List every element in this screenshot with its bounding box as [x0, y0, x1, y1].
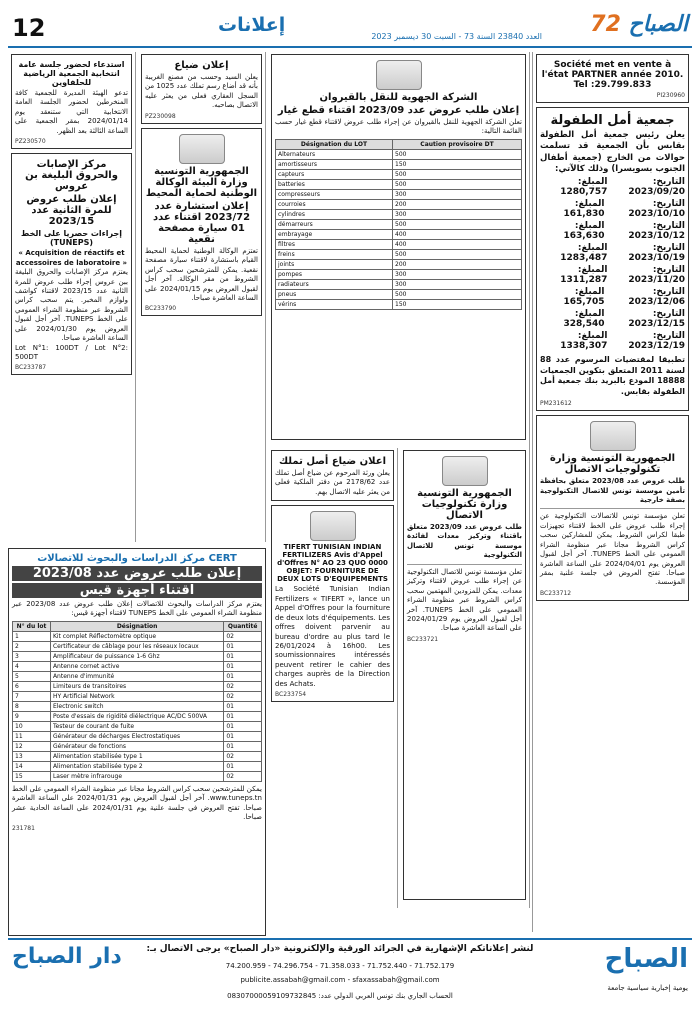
transfer-amount: المبلغ: 1338,307	[560, 330, 608, 351]
parts-table	[275, 139, 522, 310]
table-cell: Electronic switch	[50, 701, 223, 711]
table-row	[276, 219, 522, 229]
table-row	[13, 751, 262, 761]
table-cell: 500	[393, 219, 522, 229]
table-cell: 02	[224, 691, 262, 701]
transfer-row	[540, 220, 685, 242]
transfer-date: التاريخ: 2023/10/19	[628, 242, 685, 263]
table-row	[276, 299, 522, 309]
table-cell: Certificateur de câblage pour les réseaux locaux	[50, 641, 223, 651]
table-header-cell: Quantité	[224, 621, 262, 631]
transfer-date: التاريخ: 2023/12/06	[628, 286, 685, 307]
newspaper-logo	[590, 12, 688, 37]
table-cell: 9	[13, 711, 51, 721]
tender-subtitle: إجراءات حصريا على الخط (TUNEPS)	[21, 229, 122, 248]
table-row	[13, 651, 262, 661]
table-cell: Laser mètre infrarouge	[50, 771, 223, 781]
table-cell: 01	[224, 741, 262, 751]
table-header-cell: Désignation du LOT	[276, 139, 393, 149]
table-cell: radiateurs	[276, 279, 393, 289]
table-row	[13, 731, 262, 741]
transfer-row	[540, 176, 685, 198]
ref-code: PI230960	[656, 92, 685, 99]
table-cell: 02	[224, 751, 262, 761]
table-cell: cylindres	[276, 209, 393, 219]
table-cell: 2	[13, 641, 51, 651]
table-cell: 02	[224, 681, 262, 691]
page-number: 12	[12, 14, 46, 42]
transfer-row	[540, 286, 685, 308]
table-cell: Limiteurs de transitoires	[50, 681, 223, 691]
column-2	[268, 52, 530, 492]
transfer-amount: المبلغ: 161,830	[563, 198, 605, 219]
cert-title: إعلان طلب عروض عدد 2023/08	[12, 566, 262, 581]
assembly-notice	[11, 54, 132, 149]
tender-intro: تعلن الشركة الجهوية للنقل بالقيروان عن إجراء طلب عروض لاقتناء قطع غيار حسب القائمة التالية:	[275, 118, 522, 136]
table-cell: Antenne cornet active	[50, 661, 223, 671]
section-title: إعلانات	[218, 14, 286, 36]
footer-logo-2: دار الصباح	[12, 944, 122, 969]
table-row	[276, 289, 522, 299]
tender-body: تعلن مؤسسة تونس للاتصالات التكنولوجية عن إجراء طلب عروض على الخط لاقتناء تجهيزات طبقا لكراس الشروط. يمكن للمشاركين سحب كراس الشروط مجانا عبر منظومة الشراء العمومي على الخط TUNEPS. آخر أجل لقبول العروض يوم 2024/04/01 على الساعة العاشرة صباحا. تفتح العروض في جلسة علنية بمقر المؤسسة.	[540, 512, 686, 587]
transfer-amount: المبلغ: 1283,487	[560, 242, 608, 263]
agency-logo	[179, 134, 225, 164]
table-cell: 12	[13, 741, 51, 751]
car-sale-text: Société met en vente à l'état PARTNER année 2010. Tel :29.799.833	[541, 60, 684, 90]
table-row	[276, 159, 522, 169]
transfer-date: التاريخ: 2023/12/15	[628, 308, 685, 329]
transfer-row	[540, 308, 685, 330]
table-cell: 01	[224, 641, 262, 651]
table-cell: capteurs	[276, 169, 393, 179]
table-cell: Générateur de décharges Electrostatiques	[50, 731, 223, 741]
environment-tender-ad	[141, 128, 262, 317]
table-cell: 3	[13, 651, 51, 661]
footer-phones: 71.752.179 - 71.752.440 - 71.358.033 - 74.296.754 - 74.200.959	[225, 962, 455, 970]
table-row	[13, 771, 262, 781]
transfer-date: التاريخ: 2023/11/20	[628, 264, 685, 285]
column-3b	[268, 448, 398, 908]
table-cell: filtres	[276, 239, 393, 249]
table-cell: 01	[224, 731, 262, 741]
table-cell: 150	[393, 159, 522, 169]
table-cell: 500	[393, 289, 522, 299]
table-cell: 300	[393, 269, 522, 279]
ministry-tender-2-ad	[403, 450, 526, 900]
agency-title: الجمهورية التونسية وزارة البيئة الوكالة الوطنية لحماية المحيط	[145, 165, 258, 199]
tender-fr: « Acquisition de réactifs et accessoires de laboratoire »	[15, 249, 128, 267]
transfers-list	[540, 176, 685, 352]
table-cell: Alternateurs	[276, 149, 393, 159]
page-footer	[8, 938, 692, 1010]
association-footer: تطبيقا لمقتضيات المرسوم عدد 88 لسنة 2011 المتعلق بتكوين الجمعيات 18888 المودع بالبريد بنك جمعية أمل الطفولة بقابس.	[540, 354, 685, 397]
ref-code: BC233787	[15, 364, 47, 372]
notice-title: اعلان ضياع أصل تملك	[278, 456, 387, 467]
tifert-tender-ad	[271, 505, 394, 702]
table-cell: freins	[276, 249, 393, 259]
notice-text: يعلن ورثة المرحوم عن ضياع أصل تملك عدد 2178/62 من دفتر الملكية فعلى من يعثر عليه الاتصال بهم.	[275, 469, 390, 496]
table-cell: 300	[393, 209, 522, 219]
table-cell: amortisseurs	[276, 159, 393, 169]
issue-info: العدد 23840 السنة 73 - السبت 30 ديسمبر 2023	[371, 32, 542, 41]
tender-title: إعلان طلب عروض عدد 2023/09 اقتناء قطع غيار	[277, 105, 520, 116]
table-row	[13, 671, 262, 681]
company-name: الشركة الجهوية للنقل بالقيروان	[319, 92, 478, 103]
transfer-date: التاريخ: 2023/12/19	[628, 330, 685, 351]
transfer-amount: المبلغ: 1280,757	[560, 176, 608, 197]
ministry-title: الجمهورية التونسية وزارة تكنولوجيات الاتصال	[417, 488, 512, 521]
table-cell: 150	[393, 299, 522, 309]
table-cell: 300	[393, 279, 522, 289]
tender-heading: طلب عروض عدد 2023/08 متعلق بحافظة تأمين موسسة تونس للاتصال التكنولوجية بصفة خارجية	[540, 477, 685, 504]
table-cell: 6	[13, 681, 51, 691]
transfer-amount: المبلغ: 165,705	[563, 286, 605, 307]
ref-code: BC233790	[145, 305, 177, 313]
table-cell: 5	[13, 671, 51, 681]
table-row	[276, 209, 522, 219]
table-cell: 13	[13, 751, 51, 761]
company-logo	[376, 60, 422, 90]
table-cell: courroies	[276, 199, 393, 209]
table-row	[13, 741, 262, 751]
table-cell: compresseurs	[276, 189, 393, 199]
table-cell: Poste d'essais de rigidité diélectrique AC/DC 500VA	[50, 711, 223, 721]
ref-code: BC233712	[540, 589, 572, 597]
table-row	[276, 269, 522, 279]
tifert-logo	[310, 511, 356, 541]
table-cell: 1	[13, 631, 51, 641]
table-cell: 7	[13, 691, 51, 701]
lots-caution: Lot N°1: 100DT / Lot N°2: 500DT	[15, 343, 128, 361]
table-row	[13, 631, 262, 641]
table-cell: Kit complet Réflectomètre optique	[50, 631, 223, 641]
table-cell: 10	[13, 721, 51, 731]
transfer-date: التاريخ: 2023/10/10	[628, 198, 685, 219]
table-cell: 15	[13, 771, 51, 781]
association-title: جمعية أمل الطفولة	[550, 113, 675, 128]
table-cell: Amplificateur de puissance 1-6 Ghz	[50, 651, 223, 661]
tifert-body: La Société Tunisian Indian Fertilizers « TIFERT », lance un Appel d'Offres pour la fourniture de deux lots d'équipements. Les offres doivent parvenir au bureau d'ordre au plus tard le 26/01/2024 à 16h00. Les soumissionnaires intéressés peuvent retirer le cahier des charges auprès de la Direction des Achats.	[275, 585, 390, 688]
transfer-row	[540, 242, 685, 264]
tender-body: تعلن مؤسسة تونس للاتصال التكنولوجية عن إجراء طلب عروض لاقتناء وتركيز معدات. يمكن للمزودين المهتمين سحب كراس الشروط عبر منظومة الشراء العمومي على الخط TUNEPS. آخر أجل لقبول العروض يوم 2024/01/29 على الساعة العاشرة صباحا.	[407, 567, 522, 633]
ref-code: BC233754	[275, 691, 307, 699]
ref-code: 231781	[12, 824, 35, 832]
equipment-table	[12, 621, 262, 782]
footer-account: الحساب الجاري بنك تونس العربي الدولي عدد: 08307000059109732845	[227, 992, 453, 1000]
center-title: مركز الإصابات والحروق البليغة بن عروس	[25, 159, 118, 193]
table-row	[276, 169, 522, 179]
table-cell: 500	[393, 149, 522, 159]
table-row	[13, 711, 262, 721]
table-cell: 8	[13, 701, 51, 711]
column-3	[138, 52, 266, 542]
assembly-title: استدعاء لحضور جلسة عامة انتخابية الجمعية الرياضية للحلفاوين	[18, 60, 125, 87]
table-row	[276, 259, 522, 269]
table-row	[276, 199, 522, 209]
ministry-logo	[442, 456, 488, 486]
tender-title: إعلان طلب عروض للمرة الثانية عدد 2023/15	[26, 194, 117, 228]
transfer-amount: المبلغ: 163,630	[563, 220, 605, 241]
table-cell: 300	[393, 189, 522, 199]
table-cell: 4	[13, 661, 51, 671]
table-cell: 14	[13, 761, 51, 771]
ref-code: PM231612	[540, 400, 572, 408]
table-row	[276, 279, 522, 289]
transfer-amount: المبلغ: 328,540	[563, 308, 605, 329]
assembly-text: تدعو الهيئة المديرة للجمعية كافة المنخرطين لحضور الجلسة العامة الانتخابية التي ستنعقد يوم 2024/01/14 بمقر الجمعية على الساعة الثالثة بعد الظهر.	[15, 89, 128, 135]
cert-body: يمكن للمترشحين سحب كراس الشروط مجانا عبر منظومة الشراء العمومي على الخط www.tuneps.tn. آخر أجل لقبول العروض يوم 2024/01/31 على الساعة العاشرة صباحا. تفتح العروض في جلسة علنية يوم 2024/01/31 على الساعة الحادية عشر صباحا.	[12, 784, 262, 822]
notice-title: إعلان ضياع	[174, 60, 229, 71]
column-2b	[400, 448, 530, 908]
column-right	[532, 52, 692, 932]
table-row	[276, 149, 522, 159]
table-cell: Testeur de courant de fuite	[50, 721, 223, 731]
car-sale-ad	[536, 54, 689, 103]
transfer-date: التاريخ: 2023/10/12	[628, 220, 685, 241]
table-cell: 01	[224, 701, 262, 711]
ref-code: BC233721	[407, 635, 439, 643]
table-row	[276, 179, 522, 189]
association-text: يعلن رئيس جمعية أمل الطفولة بقابس بأن الجمعية قد تسلمت حوالات من الخارج (جمعية أطفال الجنوب بسويسرا) وذلك كالآتي:	[540, 130, 685, 175]
burns-center-tender-ad	[11, 153, 132, 375]
table-cell: 200	[393, 199, 522, 209]
table-cell: Alimentation stabilisée type 1	[50, 751, 223, 761]
footer-contact: لنشر إعلاناتكم الإشهارية في الجرائد الورقية والإلكترونية «دار الصباح» يرجى الاتصال بـ:	[146, 944, 534, 954]
table-row	[13, 691, 262, 701]
table-header-cell: Caution provisoire DT	[393, 139, 522, 149]
table-cell: 01	[224, 711, 262, 721]
footer-slogan: يومية إخبارية سياسية جامعة	[607, 984, 688, 992]
table-row	[13, 641, 262, 651]
ministry-tender-ad	[536, 415, 689, 601]
table-cell: Alimentation stabilisée type 2	[50, 761, 223, 771]
table-cell: 11	[13, 731, 51, 741]
table-cell: pompes	[276, 269, 393, 279]
tender-title: إعلان استشارة عدد 2023/72 اقتناء عدد 01 سيارة مصفحة نقعية	[152, 200, 251, 245]
tifert-title: TIFERT TUNISIAN INDIAN FERTILIZERS Avis d'Appel d'Offres N° AO 23 QUO 0000 OBJET: FOURNITURE DE DEUX LOTS D'EQUIPEMENTS	[277, 543, 388, 584]
logo-text: الصباح	[628, 12, 688, 37]
footer-logo: الصباح	[604, 944, 688, 974]
table-header-cell: N° du lot	[13, 621, 51, 631]
ownership-loss-notice	[271, 450, 394, 501]
transfer-row	[540, 198, 685, 220]
cert-tender-ad	[8, 548, 266, 936]
transfer-amount: المبلغ: 1311,287	[560, 264, 608, 285]
table-cell: embrayage	[276, 229, 393, 239]
table-row	[276, 229, 522, 239]
transfer-row	[540, 264, 685, 286]
table-cell: HY Artificial Network	[50, 691, 223, 701]
table-row	[13, 721, 262, 731]
table-cell: 02	[224, 631, 262, 641]
table-cell: 400	[393, 229, 522, 239]
footer-emails: publicite.assabah@gmail.com - sfaxassabah@gmail.com	[240, 976, 440, 984]
logo-number: 72	[590, 12, 621, 37]
table-cell: 01	[224, 651, 262, 661]
transport-tender-ad	[271, 54, 526, 440]
table-cell: batteries	[276, 179, 393, 189]
ministry-logo	[590, 421, 636, 451]
table-cell: 02	[224, 771, 262, 781]
table-cell: 01	[224, 761, 262, 771]
table-cell: démarreurs	[276, 219, 393, 229]
tender-body: تعتزم الوكالة الوطنية لحماية المحيط القيام باستشارة لاقتناء سيارة مصفحة نقعية. يمكن للمترشحين سحب كراس الشروط من مقر الوكالة. آخر أجل لقبول العروض يوم 2024/01/15 على الساعة العاشرة صباحا.	[145, 246, 258, 302]
table-cell: vérins	[276, 299, 393, 309]
page-header	[8, 12, 692, 48]
column-left	[8, 52, 136, 542]
table-cell: Antenne d'immunité	[50, 671, 223, 681]
table-cell: joints	[276, 259, 393, 269]
ministry-title: الجمهورية التونسية وزارة تكنولوجيات الاتصال	[549, 453, 676, 476]
table-row	[13, 761, 262, 771]
table-row	[13, 701, 262, 711]
table-row	[13, 661, 262, 671]
cert-name: CERT مركز الدراسات والبحوث للاتصالات	[37, 553, 237, 564]
table-cell: 500	[393, 169, 522, 179]
table-cell: 200	[393, 259, 522, 269]
association-ad	[536, 107, 689, 411]
tender-heading: طلب عروض عدد 2023/09 متعلق باقتناء وتركيز معدات لفائدة موسسة تونس للاتصال التكنولوجية	[407, 523, 523, 560]
table-cell: 01	[224, 671, 262, 681]
table-cell: 01	[224, 721, 262, 731]
ref-code: PZ230098	[145, 112, 176, 120]
ref-code: PZ230570	[15, 138, 46, 146]
table-row	[13, 681, 262, 691]
table-cell: Générateur de fonctions	[50, 741, 223, 751]
loss-notice	[141, 54, 262, 124]
table-row	[276, 249, 522, 259]
tender-body: يعتزم مركز الإصابات والحروق البليغة ببن عروس إجراء طلب عروض للمرة الثانية عدد 2023/15 لاقتناء كواشف ولوازم المخبر. يتم سحب كراس الشروط عبر منظومة الشراء العمومي على الخط TUNEPS. آخر أجل لقبول العروض يوم 2024/01/30 على الساعة العاشرة صباحا.	[15, 268, 128, 343]
table-row	[276, 189, 522, 199]
table-header-cell: Désignation	[50, 621, 223, 631]
cert-intro: يعتزم مركز الدراسات والبحوث للاتصالات إعلان طلب عروض عدد 2023/08 عبر منظومة الشراء العمومي على الخط TUNEPS لاقتناء أجهزة قيس:	[12, 600, 262, 618]
notice-text: يعلن السيد وحسب من مصنع الغريبة بأنه قد أضاع رسم تملك عدد 1025 من السجل العقاري فعلى من يعثر عليه الاتصال بصاحبه.	[145, 73, 259, 110]
table-row	[276, 239, 522, 249]
table-cell: 400	[393, 239, 522, 249]
transfer-date: التاريخ: 2023/09/20	[628, 176, 685, 197]
cert-subtitle: اقتناء أجهزة قيس	[12, 583, 262, 598]
transfer-row	[540, 330, 685, 352]
table-cell: pneus	[276, 289, 393, 299]
table-cell: 500	[393, 179, 522, 189]
table-cell: 01	[224, 661, 262, 671]
table-cell: 500	[393, 249, 522, 259]
